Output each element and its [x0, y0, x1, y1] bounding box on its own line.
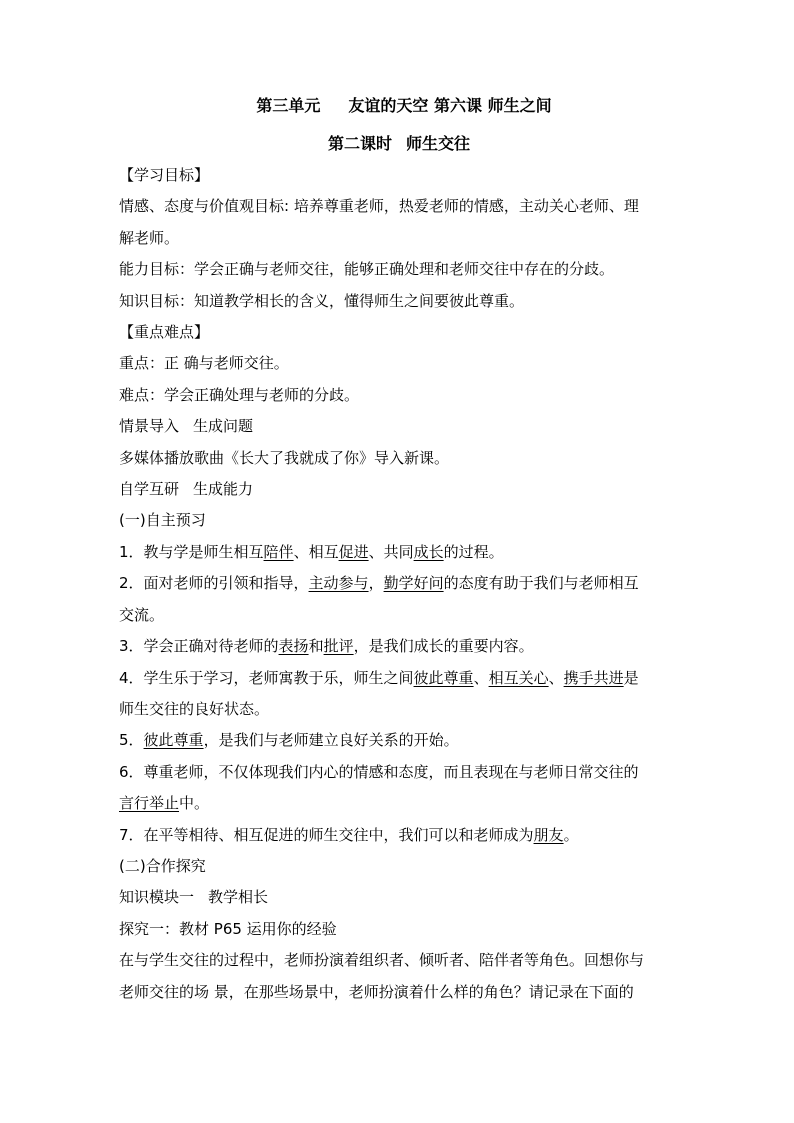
list-item: 3．学会正确对待老师的表扬和批评，是我们成长的重要内容。 — [119, 637, 534, 656]
lesson-label: 友谊的天空 第六课 师生之间 — [348, 96, 552, 115]
intro-text: 多媒体播放歌曲《长大了我就成了你》导入新课。 — [119, 448, 450, 467]
list-item: 6．尊重老师，不仅体现我们内心的情感和态度，而且表现在与老师日常交往的 — [119, 762, 639, 781]
knowledge-module-heading: 知识模块一 教学相长 — [119, 888, 269, 907]
answer-blank: 勤学好问 — [383, 574, 444, 593]
explore-heading: 探究一：教材 P65 运用你的经验 — [119, 919, 337, 938]
answer-blank: 成长 — [413, 542, 444, 561]
key-point: 重点：正 确与老师交往。 — [119, 354, 289, 373]
self-preview-heading: (一)自主预习 — [119, 511, 206, 530]
list-item: 5．彼此尊重，是我们与老师建立良好关系的开始。 — [119, 731, 459, 750]
intro-heading: 情景导入 生成问题 — [119, 417, 254, 436]
session-title — [119, 128, 679, 160]
self-study-heading: 自学互研 生成能力 — [119, 480, 254, 499]
answer-blank: 表扬 — [278, 637, 309, 656]
unit-label: 第三单元 — [256, 96, 321, 115]
answer-blank: 朋友 — [533, 825, 564, 844]
unit-title — [129, 90, 679, 122]
list-item: 2．面对老师的引领和指导，主动参与，勤学好问的态度有助于我们与老师相互 — [119, 574, 639, 593]
list-item: 1．教与学是师生相互陪伴、相互促进、共同成长的过程。 — [119, 542, 504, 561]
knowledge-objective: 知识目标：知道教学相长的含义，懂得师生之间要彼此尊重。 — [119, 291, 525, 310]
answer-blank: 陪伴 — [263, 542, 294, 561]
emotion-objective-line2: 解老师。 — [119, 228, 180, 247]
ability-objective: 能力目标：学会正确与老师交往，能够正确处理和老师交往中存在的分歧。 — [119, 260, 615, 279]
document-page — [119, 90, 679, 1008]
answer-blank: 携手共进 — [563, 668, 624, 687]
session-label: 第二课时 — [327, 134, 392, 153]
key-points-heading: 【重点难点】 — [119, 323, 210, 342]
objectives-heading: 【学习目标】 — [119, 166, 210, 184]
session-topic: 师生交往 — [406, 134, 471, 153]
answer-blank: 主动参与 — [308, 574, 369, 593]
answer-blank: 言行举止 — [119, 794, 180, 813]
answer-blank: 彼此尊重 — [413, 668, 474, 687]
emotion-objective-line1: 情感、态度与价值观目标: 培养尊重老师，热爱老师的情感，主动关心老师、理 — [119, 197, 639, 216]
cooperative-inquiry-heading: (二)合作探究 — [119, 856, 206, 875]
answer-blank: 批评 — [323, 637, 354, 656]
difficulty-point: 难点：学会正确处理与老师的分歧。 — [119, 385, 360, 404]
answer-blank: 促进 — [338, 542, 369, 561]
list-item-continuation: 言行举止中。 — [119, 794, 210, 813]
explore-text-line1: 在与学生交往的过程中，老师扮演着组织者、倾听者、陪伴者等角色。回想你与 — [119, 951, 645, 970]
answer-blank: 彼此尊重 — [143, 731, 204, 750]
answer-blank: 相互关心 — [488, 668, 549, 687]
explore-text-line2: 老师交往的场 景，在那些场景中，老师扮演着什么样的角色？请记录在下面的 — [119, 982, 634, 1001]
list-item-continuation: 交流。 — [119, 605, 165, 624]
list-item-continuation: 师生交往的良好状态。 — [119, 699, 270, 718]
list-item: 7．在平等相待、相互促进的师生交往中，我们可以和老师成为朋友。 — [119, 825, 579, 844]
list-item: 4．学生乐于学习，老师寓教于乐，师生之间彼此尊重、相互关心、携手共进是 — [119, 668, 639, 687]
